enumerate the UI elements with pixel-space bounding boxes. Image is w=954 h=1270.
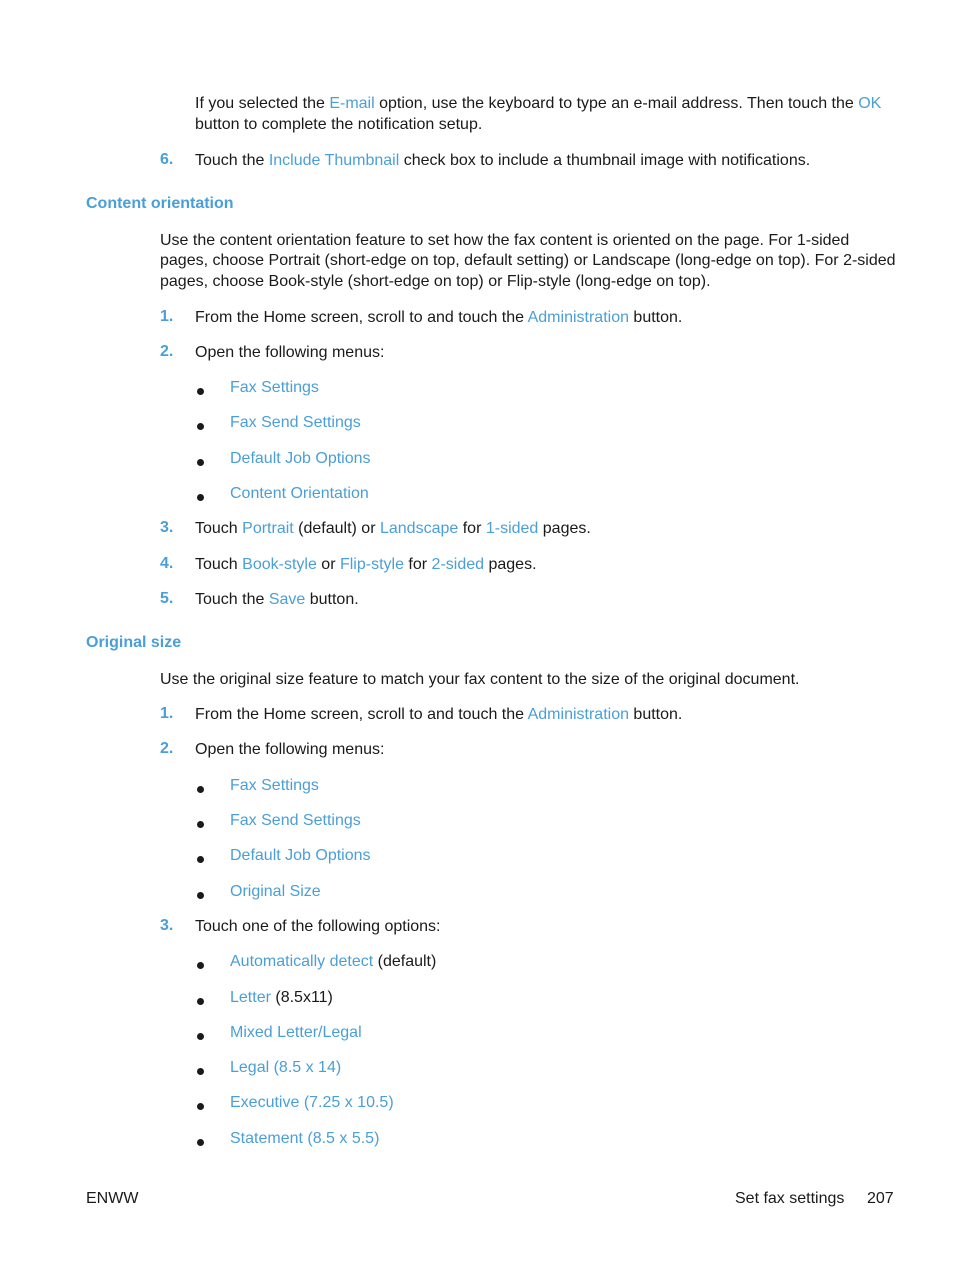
co-step-5-text [195,590,359,611]
two-sided-ref: 2-sided [431,556,485,573]
bullet-icon [197,1139,204,1146]
option-label: Mixed Letter/Legal [230,1024,362,1041]
co-step-1-text [195,308,682,329]
step-text: check box to include a thumbnail image with notifications. [399,152,811,169]
step-number: 5. [160,590,174,607]
menu-item: Default Job Options [230,450,371,467]
step-number: 6. [160,151,174,168]
bullet-icon [197,892,204,899]
email-option-ref: E-mail [329,95,375,112]
bullet-icon [197,962,204,969]
paragraph-line: pages, choose Portrait (short-edge on top, default setting) or Landscape (long-edge on top). For 2-sided [160,252,896,269]
intro-text: option, use the keyboard to type an e-mail address. Then touch the [374,95,859,112]
bullet-icon [197,388,204,395]
section-heading-original-size: Original size [86,634,182,651]
menu-item: Fax Settings [230,777,319,794]
portrait-ref: Portrait [242,520,294,537]
step-text: pages. [484,556,537,573]
step-number: 2. [160,343,174,360]
ok-button-ref: OK [858,95,882,112]
option-item [230,952,436,973]
option-label: Statement (8.5 x 5.5) [230,1130,380,1147]
book-style-ref: Book-style [242,556,317,573]
menu-item: Content Orientation [230,485,369,502]
step-number: 3. [160,917,174,934]
bullet-icon [197,998,204,1005]
co-step-2-text: Open the following menus: [195,344,385,361]
step-text: for [403,556,432,573]
include-thumbnail-ref: Include Thumbnail [268,152,400,169]
bullet-icon [197,1103,204,1110]
page-number: 207 [867,1190,894,1207]
landscape-ref: Landscape [379,520,459,537]
option-label: Legal (8.5 x 14) [230,1059,342,1076]
step-text: Touch [195,520,243,537]
menu-item: Default Job Options [230,847,371,864]
step-text: for [458,520,486,537]
menu-item: Fax Send Settings [230,414,361,431]
step-text: Touch [195,556,243,573]
bullet-icon [197,1033,204,1040]
option-label: Executive (7.25 x 10.5) [230,1094,394,1111]
menu-item: Original Size [230,883,321,900]
step-text: Touch the [195,152,269,169]
step-text: button. [305,591,359,608]
intro-line-2: button to complete the notification setup. [195,116,483,133]
bullet-icon [197,1068,204,1075]
administration-ref: Administration [527,309,629,326]
os-step-3-text: Touch one of the following options: [195,918,441,935]
step-6-text [195,151,810,172]
step-number: 2. [160,740,174,757]
footer-left: ENWW [86,1190,139,1207]
bullet-icon [197,423,204,430]
step-text: From the Home screen, scroll to and touch the [195,309,528,326]
step-text: pages. [538,520,591,537]
step-text: or [316,556,340,573]
section-heading-content-orientation: Content orientation [86,195,234,212]
intro-text: If you selected the [195,95,330,112]
step-number: 4. [160,555,174,572]
bullet-icon [197,459,204,466]
intro-line-1 [195,94,881,115]
paragraph-line: Use the content orientation feature to set how the fax content is oriented on the page. For 1-sided [160,232,850,249]
option-item [230,1093,394,1114]
option-suffix: (default) [373,953,437,970]
option-item [230,1058,341,1079]
step-number: 1. [160,705,174,722]
step-text: button. [628,706,683,723]
one-sided-ref: 1-sided [485,520,539,537]
option-item [230,1023,362,1044]
menu-item: Fax Settings [230,379,319,396]
bullet-icon [197,786,204,793]
option-item [230,1129,379,1150]
footer-section: Set fax settings [735,1190,845,1207]
option-suffix: (8.5x11) [270,989,333,1006]
co-step-3-text [195,519,591,540]
administration-ref: Administration [527,706,629,723]
step-text: Touch the [195,591,269,608]
step-text: (default) or [293,520,380,537]
bullet-icon [197,821,204,828]
co-step-4-text [195,555,537,576]
option-item [230,988,333,1009]
step-number: 3. [160,519,174,536]
bullet-icon [197,494,204,501]
option-label: Automatically detect [230,953,374,970]
flip-style-ref: Flip-style [339,556,404,573]
save-ref: Save [268,591,306,608]
menu-item: Fax Send Settings [230,812,361,829]
option-label: Letter [230,989,271,1006]
step-text: button. [628,309,683,326]
os-step-2-text: Open the following menus: [195,741,385,758]
step-text: From the Home screen, scroll to and touch the [195,706,528,723]
paragraph-line: pages, choose Book-style (short-edge on top) or Flip-style (long-edge on top). [160,273,711,290]
paragraph-line: Use the original size feature to match your fax content to the size of the original document. [160,671,800,688]
bullet-icon [197,856,204,863]
step-number: 1. [160,308,174,325]
os-step-1-text [195,705,682,726]
